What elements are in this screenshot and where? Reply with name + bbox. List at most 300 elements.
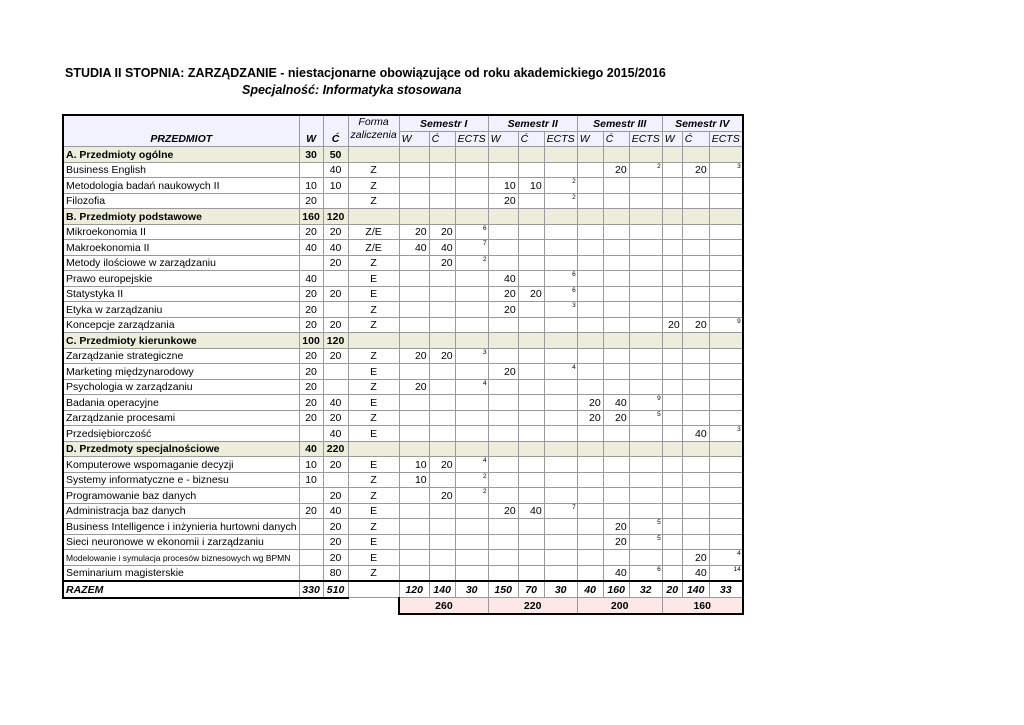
sem2-w-cell — [488, 472, 518, 488]
group-c-hours: 120 — [323, 209, 348, 225]
sem2-w-cell — [488, 317, 518, 333]
group-empty-cell — [488, 441, 518, 457]
sem4-ects-cell — [709, 488, 743, 504]
group-w-hours: 160 — [299, 209, 323, 225]
sem3-ects-cell — [629, 472, 662, 488]
sem4-c-cell: 40 — [682, 426, 709, 442]
sem2-ects-cell — [544, 519, 577, 535]
semestr-3-header: Semestr III — [577, 115, 662, 131]
group-empty-cell — [662, 333, 682, 349]
group-c-hours: 220 — [323, 441, 348, 457]
course-forma: E — [348, 426, 399, 442]
sem2-w-cell — [488, 565, 518, 581]
sem3-c-cell — [603, 550, 629, 566]
sem3-ects-cell — [629, 488, 662, 504]
sem2-w-cell: 20 — [488, 193, 518, 209]
course-row — [63, 426, 743, 442]
sem1-w-cell — [399, 193, 429, 209]
course-row — [63, 550, 743, 566]
sem2-w-cell — [488, 162, 518, 178]
sem4-c-cell — [682, 395, 709, 411]
sem1-ects-cell — [455, 178, 488, 194]
ects-value: 2 — [572, 193, 576, 201]
sem3-ects-cell — [629, 457, 662, 473]
sem3-w-cell — [577, 317, 603, 333]
group-empty-cell — [429, 209, 455, 225]
course-row — [63, 410, 743, 426]
sem2-w-cell — [488, 379, 518, 395]
course-row — [63, 224, 743, 240]
sem2-c-cell — [518, 534, 544, 550]
sem4-ects-cell — [709, 426, 743, 442]
group-empty-cell — [488, 333, 518, 349]
group-empty-cell — [662, 147, 682, 163]
sem2-c-cell: 10 — [518, 178, 544, 194]
ects-value: 3 — [737, 426, 741, 433]
group-empty-cell — [603, 147, 629, 163]
sem2-c-cell — [518, 317, 544, 333]
group-empty-cell — [488, 147, 518, 163]
group-row — [63, 147, 743, 163]
course-row — [63, 565, 743, 581]
sem4-c-cell: 40 — [682, 565, 709, 581]
sem1-c-cell — [429, 426, 455, 442]
sem4-w-cell — [662, 534, 682, 550]
sem1-c-cell — [429, 395, 455, 411]
course-w-hours: 40 — [299, 240, 323, 256]
course-c-hours: 20 — [323, 255, 348, 271]
ects-value: 7 — [483, 240, 487, 247]
group-empty-cell — [348, 147, 399, 163]
course-c-hours: 20 — [323, 348, 348, 364]
sem3-w-cell — [577, 550, 603, 566]
sem1-w-cell: 20 — [399, 348, 429, 364]
sem1-ects-cell — [455, 395, 488, 411]
sem2-ects-cell — [544, 178, 577, 194]
sem4-w-cell — [662, 271, 682, 287]
sem3-c-cell — [603, 472, 629, 488]
course-row — [63, 364, 743, 380]
sem3-c-cell: 20 — [603, 519, 629, 535]
course-c-hours — [323, 379, 348, 395]
sem2-c-cell — [518, 302, 544, 318]
sem4-total-ects: 33 — [709, 581, 743, 598]
group-empty-cell — [518, 209, 544, 225]
ects-value: 2 — [483, 472, 487, 480]
course-c-hours: 80 — [323, 565, 348, 581]
sem4-ects-cell — [709, 395, 743, 411]
sem2-w-cell — [488, 255, 518, 271]
course-row — [63, 503, 743, 519]
sem3-ects-cell — [629, 255, 662, 271]
sem4-w-cell — [662, 519, 682, 535]
sem2-ects-cell — [544, 162, 577, 178]
sem4-ects-header: ECTS — [709, 131, 743, 147]
group-empty-cell — [399, 441, 429, 457]
group-empty-cell — [629, 333, 662, 349]
sem4-w-cell — [662, 193, 682, 209]
course-c-hours: 40 — [323, 426, 348, 442]
course-row — [63, 488, 743, 504]
page-subtitle: Specjalność: Informatyka stosowana — [242, 83, 462, 97]
course-c-hours: 10 — [323, 178, 348, 194]
sem1-ects-cell — [455, 519, 488, 535]
sem2-c-cell: 40 — [518, 503, 544, 519]
sem3-w-cell: 20 — [577, 395, 603, 411]
sem1-w-cell — [399, 286, 429, 302]
sem3-w-cell — [577, 255, 603, 271]
course-name: Metodologia badań naukowych II — [63, 178, 299, 194]
group-empty-cell — [544, 209, 577, 225]
group-name: B. Przedmioty podstawowe — [63, 209, 299, 225]
sem4-c-cell — [682, 457, 709, 473]
ects-value: 5 — [657, 410, 661, 418]
course-row — [63, 379, 743, 395]
sem4-ects-cell — [709, 348, 743, 364]
sem4-c-cell — [682, 410, 709, 426]
sem2-c-cell — [518, 224, 544, 240]
group-empty-cell — [488, 209, 518, 225]
sem2-c-cell — [518, 271, 544, 287]
course-w-hours: 20 — [299, 348, 323, 364]
group-c-hours: 50 — [323, 147, 348, 163]
course-w-hours: 20 — [299, 395, 323, 411]
group-empty-cell — [709, 333, 743, 349]
sem1-c-cell — [429, 410, 455, 426]
group-empty-cell — [662, 441, 682, 457]
course-forma: Z — [348, 565, 399, 581]
sem4-ects-cell — [709, 565, 743, 581]
course-row — [63, 193, 743, 209]
course-c-hours: 20 — [323, 550, 348, 566]
sem1-c-cell: 20 — [429, 255, 455, 271]
sem4-w-cell — [662, 410, 682, 426]
course-w-hours: 10 — [299, 457, 323, 473]
sem3-ects-cell — [629, 534, 662, 550]
sem4-c-cell — [682, 302, 709, 318]
semester-1-sum: 260 — [399, 598, 488, 614]
course-name: Systemy informatyczne e - biznesu — [63, 472, 299, 488]
sem3-ects-cell — [629, 178, 662, 194]
ects-value: 2 — [483, 488, 487, 495]
sem3-c-cell: 40 — [603, 395, 629, 411]
group-empty-cell — [399, 147, 429, 163]
course-name: Administracja baz danych — [63, 503, 299, 519]
sem2-w-cell — [488, 519, 518, 535]
course-name: Etyka w zarządzaniu — [63, 302, 299, 318]
course-forma: Z — [348, 519, 399, 535]
sem2-c-cell — [518, 426, 544, 442]
course-name: Sieci neuronowe w ekonomii i zarządzaniu — [63, 534, 299, 550]
spacer-cell — [299, 598, 323, 614]
ects-value: 6 — [572, 286, 576, 294]
group-w-hours: 40 — [299, 441, 323, 457]
sem2-ects-header: ECTS — [544, 131, 577, 147]
sem1-ects-cell — [455, 534, 488, 550]
sem1-total-ects: 30 — [455, 581, 488, 598]
sem2-c-cell — [518, 472, 544, 488]
sem2-c-cell — [518, 519, 544, 535]
sem4-ects-cell — [709, 472, 743, 488]
sem4-c-cell: 20 — [682, 317, 709, 333]
group-empty-cell — [709, 209, 743, 225]
sem1-w-cell: 20 — [399, 379, 429, 395]
course-w-hours: 10 — [299, 178, 323, 194]
group-empty-cell — [682, 441, 709, 457]
sem1-ects-cell — [455, 348, 488, 364]
sem4-w-cell — [662, 348, 682, 364]
sem3-c-cell: 20 — [603, 410, 629, 426]
group-empty-cell — [518, 333, 544, 349]
sem4-c-cell — [682, 534, 709, 550]
course-c-hours — [323, 302, 348, 318]
course-row — [63, 255, 743, 271]
sem4-c-cell — [682, 255, 709, 271]
sem1-c-cell — [429, 534, 455, 550]
group-empty-cell — [399, 209, 429, 225]
sem2-total-ects: 30 — [544, 581, 577, 598]
sem2-c-cell — [518, 410, 544, 426]
sem4-c-cell — [682, 364, 709, 380]
sem1-c-cell: 40 — [429, 240, 455, 256]
course-w-hours — [299, 550, 323, 566]
group-w-hours: 100 — [299, 333, 323, 349]
course-c-hours: 20 — [323, 534, 348, 550]
sem2-ects-cell — [544, 379, 577, 395]
sem3-c-cell — [603, 178, 629, 194]
sem1-c-cell — [429, 565, 455, 581]
group-empty-cell — [544, 441, 577, 457]
totals-empty — [348, 581, 399, 598]
course-row — [63, 317, 743, 333]
sem4-c-cell: 20 — [682, 162, 709, 178]
course-c-hours: 20 — [323, 519, 348, 535]
sem4-w-cell: 20 — [662, 317, 682, 333]
totals-c: 510 — [323, 581, 348, 598]
sem3-c-cell — [603, 348, 629, 364]
sem4-w-cell — [662, 255, 682, 271]
sem4-c-cell — [682, 519, 709, 535]
sem3-w-cell — [577, 271, 603, 287]
course-w-hours — [299, 565, 323, 581]
sem1-w-cell — [399, 519, 429, 535]
semestr-4-header: Semestr IV — [662, 115, 743, 131]
sem3-w-cell — [577, 426, 603, 442]
sem2-w-cell — [488, 534, 518, 550]
sem3-ects-cell — [629, 503, 662, 519]
sem1-w-cell — [399, 488, 429, 504]
course-forma: E — [348, 286, 399, 302]
course-name: Zarządzanie strategiczne — [63, 348, 299, 364]
totals-row — [63, 581, 743, 598]
ects-value: 2 — [483, 255, 487, 263]
sem3-ects-cell — [629, 224, 662, 240]
sem1-w-header: W — [399, 131, 429, 147]
sem4-ects-cell — [709, 379, 743, 395]
course-name: Marketing międzynarodowy — [63, 364, 299, 380]
sem4-w-cell — [662, 240, 682, 256]
sem2-w-cell: 20 — [488, 286, 518, 302]
sem4-c-cell — [682, 379, 709, 395]
group-empty-cell — [682, 209, 709, 225]
course-c-hours: 20 — [323, 224, 348, 240]
sem3-c-cell — [603, 271, 629, 287]
sem1-ects-cell — [455, 240, 488, 256]
sem1-c-cell: 20 — [429, 457, 455, 473]
course-row — [63, 302, 743, 318]
sem4-total-c: 140 — [682, 581, 709, 598]
course-forma: Z — [348, 193, 399, 209]
group-empty-cell — [518, 147, 544, 163]
sem2-w-cell — [488, 224, 518, 240]
sem4-ects-cell — [709, 286, 743, 302]
course-w-hours: 20 — [299, 193, 323, 209]
sem1-c-cell — [429, 472, 455, 488]
sem3-ects-cell — [629, 395, 662, 411]
sem4-c-cell — [682, 503, 709, 519]
group-empty-cell — [603, 441, 629, 457]
sem1-w-cell — [399, 426, 429, 442]
ects-value: 4 — [737, 550, 741, 557]
sem2-w-cell — [488, 550, 518, 566]
course-name: Komputerowe wspomaganie decyzji — [63, 457, 299, 473]
course-w-hours — [299, 519, 323, 535]
sem2-c-cell — [518, 162, 544, 178]
sem3-ects-cell — [629, 302, 662, 318]
sem1-total-c: 140 — [429, 581, 455, 598]
sem4-w-cell — [662, 162, 682, 178]
sem2-ects-cell — [544, 255, 577, 271]
course-c-hours — [323, 271, 348, 287]
course-c-hours: 20 — [323, 410, 348, 426]
ects-value: 4 — [483, 457, 487, 464]
sem3-c-cell — [603, 224, 629, 240]
ects-value: 4 — [483, 379, 487, 387]
sem1-ects-cell — [455, 317, 488, 333]
semester-4-sum: 160 — [662, 598, 743, 614]
przedmiot-header: PRZEDMIOT — [63, 115, 299, 147]
course-row — [63, 286, 743, 302]
totals-w: 330 — [299, 581, 323, 598]
spacer-cell — [63, 598, 299, 614]
sem2-w-cell: 40 — [488, 271, 518, 287]
sem2-w-cell: 20 — [488, 302, 518, 318]
ects-value: 9 — [657, 395, 661, 402]
group-empty-cell — [348, 441, 399, 457]
sem3-w-cell — [577, 379, 603, 395]
course-w-hours: 20 — [299, 286, 323, 302]
forma-zaliczenia-header: Forma zaliczenia — [348, 115, 399, 147]
course-c-hours: 20 — [323, 488, 348, 504]
course-name: Metody ilościowe w zarządzaniu — [63, 255, 299, 271]
sem3-c-cell — [603, 193, 629, 209]
sem1-total-w: 120 — [399, 581, 429, 598]
sem4-c-cell: 20 — [682, 550, 709, 566]
course-name: Filozofia — [63, 193, 299, 209]
sem2-w-cell — [488, 395, 518, 411]
ects-value: 3 — [737, 162, 741, 170]
group-empty-cell — [518, 441, 544, 457]
course-c-hours: 20 — [323, 317, 348, 333]
sem2-ects-cell — [544, 395, 577, 411]
sem4-w-cell — [662, 565, 682, 581]
sem3-w-cell — [577, 565, 603, 581]
ects-value: 3 — [572, 302, 576, 309]
course-w-hours — [299, 162, 323, 178]
sem2-ects-cell — [544, 317, 577, 333]
sem2-ects-cell — [544, 240, 577, 256]
sem1-ects-cell — [455, 364, 488, 380]
group-empty-cell — [603, 209, 629, 225]
sem2-ects-cell — [544, 302, 577, 318]
course-w-hours: 20 — [299, 364, 323, 380]
sem1-ects-cell — [455, 302, 488, 318]
sem3-c-cell — [603, 286, 629, 302]
course-forma: E — [348, 271, 399, 287]
sem4-w-cell — [662, 286, 682, 302]
course-w-hours: 10 — [299, 472, 323, 488]
course-w-hours: 20 — [299, 503, 323, 519]
sem1-c-cell: 20 — [429, 224, 455, 240]
course-name: Prawo europejskie — [63, 271, 299, 287]
sem3-ects-cell — [629, 379, 662, 395]
sem2-w-cell: 20 — [488, 503, 518, 519]
group-empty-cell — [455, 441, 488, 457]
sem3-c-cell — [603, 364, 629, 380]
sem2-c-cell — [518, 550, 544, 566]
sem3-w-cell — [577, 364, 603, 380]
sem1-w-cell — [399, 565, 429, 581]
ects-value: 5 — [657, 534, 661, 542]
ects-value: 5 — [657, 519, 661, 526]
course-c-hours: 40 — [323, 240, 348, 256]
course-forma: Z — [348, 178, 399, 194]
sem1-w-cell — [399, 550, 429, 566]
course-forma: Z — [348, 255, 399, 271]
sem3-ects-cell — [629, 364, 662, 380]
sem2-total-w: 150 — [488, 581, 518, 598]
sem1-w-cell — [399, 162, 429, 178]
course-name: Seminarium magisterskie — [63, 565, 299, 581]
group-empty-cell — [629, 209, 662, 225]
ects-value: 6 — [483, 224, 487, 232]
sem2-ects-cell — [544, 410, 577, 426]
sem4-w-cell — [662, 457, 682, 473]
course-w-hours — [299, 488, 323, 504]
group-empty-cell — [455, 333, 488, 349]
sem2-w-cell — [488, 488, 518, 504]
sem1-ects-cell — [455, 472, 488, 488]
course-c-hours: 40 — [323, 503, 348, 519]
sem4-ects-cell — [709, 410, 743, 426]
semester-3-sum: 200 — [577, 598, 662, 614]
sem2-c-cell — [518, 348, 544, 364]
sem4-ects-cell — [709, 364, 743, 380]
sem2-ects-cell — [544, 348, 577, 364]
sem3-w-cell — [577, 240, 603, 256]
sem2-ects-cell — [544, 271, 577, 287]
course-w-hours — [299, 255, 323, 271]
sem2-ects-cell — [544, 488, 577, 504]
sem3-ects-cell — [629, 348, 662, 364]
sem2-c-cell — [518, 364, 544, 380]
semester-2-sum: 220 — [488, 598, 577, 614]
sem2-c-cell — [518, 457, 544, 473]
sem1-w-cell — [399, 410, 429, 426]
sem4-w-cell — [662, 224, 682, 240]
group-empty-cell — [629, 147, 662, 163]
semestr-2-header: Semestr II — [488, 115, 577, 131]
